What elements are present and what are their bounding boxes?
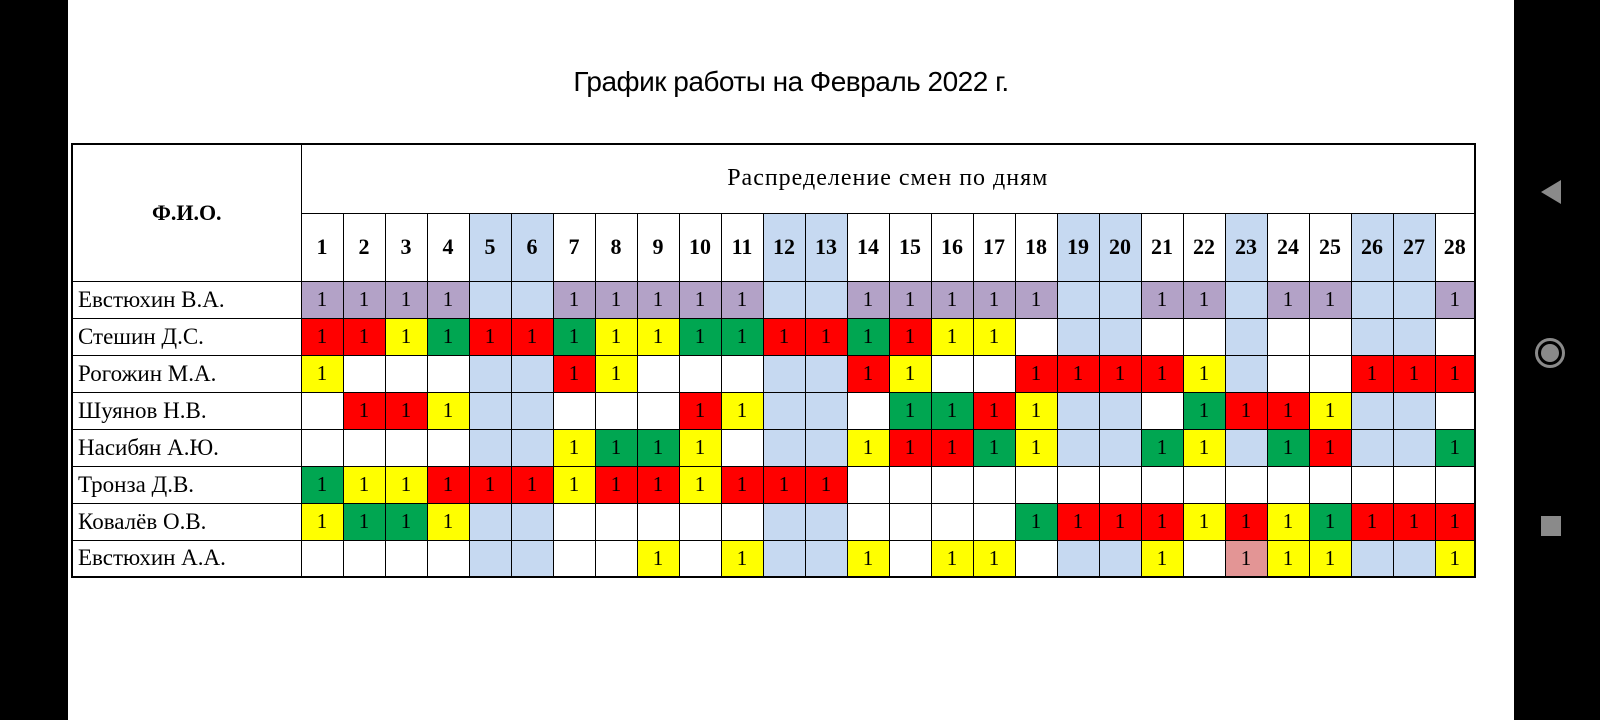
shift-cell: 1 — [1015, 429, 1057, 466]
shift-cell — [427, 540, 469, 577]
shift-cell: 1 — [1015, 355, 1057, 392]
shift-cell — [763, 429, 805, 466]
shift-cell — [931, 466, 973, 503]
day-header-9: 9 — [637, 213, 679, 281]
employee-name: Шуянов Н.В. — [72, 392, 301, 429]
shift-cell: 1 — [721, 540, 763, 577]
day-header-2: 2 — [343, 213, 385, 281]
shift-cell — [511, 355, 553, 392]
shift-cell — [1225, 466, 1267, 503]
shift-cell: 1 — [889, 281, 931, 318]
shift-cell — [1351, 429, 1393, 466]
shift-cell: 1 — [343, 503, 385, 540]
shift-cell — [343, 540, 385, 577]
shift-cell — [1099, 429, 1141, 466]
shift-cell: 1 — [763, 466, 805, 503]
shift-cell: 1 — [301, 466, 343, 503]
shift-cell: 1 — [427, 281, 469, 318]
day-header-17: 17 — [973, 213, 1015, 281]
shift-cell — [1183, 318, 1225, 355]
shift-cell — [469, 429, 511, 466]
shift-cell — [805, 540, 847, 577]
shift-cell — [637, 355, 679, 392]
shift-cell — [1225, 429, 1267, 466]
shift-cell — [1267, 466, 1309, 503]
shift-cell — [301, 392, 343, 429]
shift-cell: 1 — [889, 355, 931, 392]
table-row — [72, 429, 1475, 466]
home-circle-icon[interactable] — [1514, 330, 1600, 376]
shift-cell — [1015, 540, 1057, 577]
shift-cell: 1 — [1225, 540, 1267, 577]
shift-cell: 1 — [385, 503, 427, 540]
shift-cell — [1057, 429, 1099, 466]
shift-cell — [469, 355, 511, 392]
header-row-top — [72, 144, 1475, 213]
shift-cell: 1 — [847, 429, 889, 466]
shift-cell: 1 — [301, 355, 343, 392]
shift-cell: 1 — [1183, 392, 1225, 429]
shift-cell: 1 — [973, 318, 1015, 355]
employee-name: Стешин Д.С. — [72, 318, 301, 355]
shift-cell: 1 — [805, 318, 847, 355]
shift-cell: 1 — [1225, 392, 1267, 429]
shift-cell: 1 — [679, 466, 721, 503]
shift-cell: 1 — [637, 540, 679, 577]
shift-cell — [1393, 281, 1435, 318]
shift-cell: 1 — [1309, 503, 1351, 540]
day-header-21: 21 — [1141, 213, 1183, 281]
shift-cell — [1057, 318, 1099, 355]
shift-cell: 1 — [343, 392, 385, 429]
shift-cell — [1057, 540, 1099, 577]
table-row — [72, 540, 1475, 577]
shift-cell — [1435, 466, 1475, 503]
shift-cell: 1 — [1435, 540, 1475, 577]
day-header-4: 4 — [427, 213, 469, 281]
shift-cell — [469, 540, 511, 577]
shift-cell — [1309, 355, 1351, 392]
shift-cell — [973, 503, 1015, 540]
shift-cell — [679, 503, 721, 540]
shift-cell: 1 — [679, 392, 721, 429]
shift-cell — [1393, 540, 1435, 577]
shift-cell — [553, 392, 595, 429]
shift-cell: 1 — [637, 318, 679, 355]
day-header-23: 23 — [1225, 213, 1267, 281]
day-header-1: 1 — [301, 213, 343, 281]
shift-cell — [1393, 429, 1435, 466]
shift-cell: 1 — [1267, 392, 1309, 429]
shift-cell — [385, 540, 427, 577]
shift-cell: 1 — [1435, 429, 1475, 466]
shift-cell: 1 — [679, 318, 721, 355]
shift-cell — [1225, 355, 1267, 392]
shift-cell: 1 — [637, 466, 679, 503]
shift-cell: 1 — [301, 318, 343, 355]
shift-cell: 1 — [847, 318, 889, 355]
shift-cell — [721, 429, 763, 466]
day-header-27: 27 — [1393, 213, 1435, 281]
shift-cell — [1141, 392, 1183, 429]
shift-cell: 1 — [1267, 281, 1309, 318]
shift-cell — [1267, 355, 1309, 392]
shift-cell: 1 — [385, 318, 427, 355]
shift-cell — [763, 355, 805, 392]
shift-cell: 1 — [1267, 540, 1309, 577]
shift-cell: 1 — [889, 318, 931, 355]
shift-cell: 1 — [973, 392, 1015, 429]
shift-cell — [301, 429, 343, 466]
shift-cell: 1 — [595, 429, 637, 466]
page-title: График работы на Февраль 2022 г. — [573, 66, 1009, 97]
shift-cell — [973, 355, 1015, 392]
shift-cell — [1393, 392, 1435, 429]
shift-cell: 1 — [1309, 540, 1351, 577]
shift-cell — [511, 392, 553, 429]
day-header-25: 25 — [1309, 213, 1351, 281]
employee-name: Тронза Д.В. — [72, 466, 301, 503]
shift-cell: 1 — [469, 318, 511, 355]
shift-cell: 1 — [1015, 281, 1057, 318]
shift-cell — [1267, 318, 1309, 355]
shift-cell — [1099, 281, 1141, 318]
shift-cell — [1141, 466, 1183, 503]
shift-cell: 1 — [343, 281, 385, 318]
shift-cell: 1 — [637, 281, 679, 318]
shift-cell — [721, 503, 763, 540]
shift-cell — [1435, 392, 1475, 429]
shift-cell: 1 — [721, 392, 763, 429]
shift-cell: 1 — [931, 429, 973, 466]
shift-cell: 1 — [1183, 281, 1225, 318]
shift-cell — [511, 281, 553, 318]
shift-cell: 1 — [1309, 281, 1351, 318]
shift-cell — [1099, 540, 1141, 577]
shift-cell: 1 — [679, 429, 721, 466]
shift-cell: 1 — [931, 392, 973, 429]
shift-cell: 1 — [427, 392, 469, 429]
shift-cell: 1 — [1057, 355, 1099, 392]
shift-cell — [847, 392, 889, 429]
schedule-table — [71, 143, 1476, 578]
shift-cell — [805, 429, 847, 466]
shift-cell — [679, 540, 721, 577]
shift-cell — [889, 503, 931, 540]
shift-cell — [1183, 540, 1225, 577]
shift-cell: 1 — [1141, 503, 1183, 540]
shift-cell: 1 — [595, 281, 637, 318]
day-header-8: 8 — [595, 213, 637, 281]
shift-cell: 1 — [721, 318, 763, 355]
shift-cell — [1099, 466, 1141, 503]
shift-cell — [1099, 318, 1141, 355]
shift-cell — [553, 503, 595, 540]
day-header-19: 19 — [1057, 213, 1099, 281]
shift-cell: 1 — [1141, 355, 1183, 392]
shift-cell: 1 — [1435, 281, 1475, 318]
shift-cell — [889, 540, 931, 577]
day-header-26: 26 — [1351, 213, 1393, 281]
shift-cell — [1015, 318, 1057, 355]
employee-name: Ковалёв О.В. — [72, 503, 301, 540]
shift-cell — [511, 540, 553, 577]
table-row — [72, 503, 1475, 540]
shift-cell — [931, 503, 973, 540]
shift-cell — [1225, 281, 1267, 318]
shift-cell — [385, 355, 427, 392]
shift-cell — [343, 355, 385, 392]
shift-cell: 1 — [1141, 540, 1183, 577]
shift-cell: 1 — [595, 466, 637, 503]
shift-cell — [469, 503, 511, 540]
shift-cell: 1 — [427, 318, 469, 355]
shift-cell — [427, 355, 469, 392]
shift-cell: 1 — [931, 281, 973, 318]
day-header-7: 7 — [553, 213, 595, 281]
day-header-12: 12 — [763, 213, 805, 281]
shift-cell: 1 — [553, 281, 595, 318]
day-header-5: 5 — [469, 213, 511, 281]
shift-cell — [427, 429, 469, 466]
table-row — [72, 392, 1475, 429]
shift-cell: 1 — [385, 281, 427, 318]
shift-cell: 1 — [1015, 392, 1057, 429]
shift-cell — [763, 540, 805, 577]
shift-cell: 1 — [427, 503, 469, 540]
shift-cell — [889, 466, 931, 503]
shift-cell: 1 — [1267, 503, 1309, 540]
employee-name: Евстюхин В.А. — [72, 281, 301, 318]
shift-cell: 1 — [1141, 281, 1183, 318]
shift-cell — [679, 355, 721, 392]
table-row — [72, 318, 1475, 355]
shift-cell: 1 — [1351, 503, 1393, 540]
shift-cell: 1 — [553, 318, 595, 355]
shift-cell — [1351, 540, 1393, 577]
shift-cell — [805, 503, 847, 540]
shift-cell: 1 — [931, 318, 973, 355]
shift-cell — [1351, 466, 1393, 503]
shift-cell — [1099, 392, 1141, 429]
shift-cell: 1 — [1267, 429, 1309, 466]
shift-cell — [343, 429, 385, 466]
employee-name: Евстюхин А.А. — [72, 540, 301, 577]
shift-cell — [637, 503, 679, 540]
shift-cell: 1 — [343, 318, 385, 355]
shift-cell: 1 — [1225, 503, 1267, 540]
shift-cell — [1309, 466, 1351, 503]
day-header-22: 22 — [1183, 213, 1225, 281]
shift-cell: 1 — [1183, 429, 1225, 466]
shift-cell: 1 — [847, 355, 889, 392]
shift-cell: 1 — [805, 466, 847, 503]
shift-cell — [1351, 318, 1393, 355]
day-header-6: 6 — [511, 213, 553, 281]
shift-cell — [1351, 392, 1393, 429]
shift-cell: 1 — [343, 466, 385, 503]
shift-cell: 1 — [847, 540, 889, 577]
shift-cell: 1 — [1435, 503, 1475, 540]
shift-cell: 1 — [469, 466, 511, 503]
shift-cell: 1 — [973, 540, 1015, 577]
shift-cell: 1 — [595, 355, 637, 392]
shift-cell: 1 — [1351, 355, 1393, 392]
table-row — [72, 466, 1475, 503]
day-header-24: 24 — [1267, 213, 1309, 281]
day-header-3: 3 — [385, 213, 427, 281]
day-header-14: 14 — [847, 213, 889, 281]
shift-cell — [1057, 281, 1099, 318]
shift-cell: 1 — [1099, 355, 1141, 392]
shift-cell: 1 — [1183, 503, 1225, 540]
shift-cell — [763, 503, 805, 540]
shift-cell — [1351, 281, 1393, 318]
shift-cell — [385, 429, 427, 466]
shift-cell — [595, 540, 637, 577]
shift-cell: 1 — [1015, 503, 1057, 540]
shift-cell — [1393, 318, 1435, 355]
shift-cell — [469, 392, 511, 429]
employee-name: Рогожин М.А. — [72, 355, 301, 392]
shift-cell — [1057, 466, 1099, 503]
shift-cell — [301, 540, 343, 577]
shift-cell — [511, 503, 553, 540]
day-header-28: 28 — [1435, 213, 1475, 281]
shift-cell — [1141, 318, 1183, 355]
shift-cell: 1 — [1099, 503, 1141, 540]
shift-cell — [1435, 318, 1475, 355]
shift-cell — [1015, 466, 1057, 503]
shift-cell: 1 — [973, 281, 1015, 318]
shift-cell: 1 — [1141, 429, 1183, 466]
schedule-document — [68, 0, 1514, 720]
shift-cell: 1 — [511, 466, 553, 503]
shift-cell — [763, 392, 805, 429]
shift-cell — [763, 281, 805, 318]
employee-name: Насибян А.Ю. — [72, 429, 301, 466]
android-nav-bar — [1514, 0, 1600, 720]
fio-header: Ф.И.О. — [72, 144, 301, 281]
shift-cell: 1 — [1393, 355, 1435, 392]
shift-cell — [847, 466, 889, 503]
shift-cell: 1 — [889, 429, 931, 466]
shift-cell — [511, 429, 553, 466]
shift-cell — [847, 503, 889, 540]
shift-cell: 1 — [595, 318, 637, 355]
shift-cell: 1 — [679, 281, 721, 318]
day-header-18: 18 — [1015, 213, 1057, 281]
shift-cell — [637, 392, 679, 429]
distribution-header: Распределение смен по дням — [301, 144, 1475, 213]
day-header-13: 13 — [805, 213, 847, 281]
shift-cell: 1 — [1057, 503, 1099, 540]
shift-cell: 1 — [511, 318, 553, 355]
back-triangle-icon[interactable] — [1514, 172, 1600, 212]
shift-cell: 1 — [1393, 503, 1435, 540]
shift-cell: 1 — [721, 466, 763, 503]
shift-cell — [805, 355, 847, 392]
shift-cell: 1 — [385, 466, 427, 503]
shift-cell — [1183, 466, 1225, 503]
shift-cell: 1 — [553, 429, 595, 466]
table-row — [72, 281, 1475, 318]
shift-cell: 1 — [385, 392, 427, 429]
shift-cell: 1 — [1309, 429, 1351, 466]
shift-cell: 1 — [553, 355, 595, 392]
shift-cell: 1 — [763, 318, 805, 355]
day-header-10: 10 — [679, 213, 721, 281]
shift-cell — [595, 392, 637, 429]
recent-square-icon[interactable] — [1514, 506, 1600, 546]
shift-cell — [1225, 318, 1267, 355]
shift-cell: 1 — [847, 281, 889, 318]
shift-cell — [805, 392, 847, 429]
shift-cell: 1 — [553, 466, 595, 503]
table-row — [72, 355, 1475, 392]
shift-cell — [931, 355, 973, 392]
shift-cell — [973, 466, 1015, 503]
shift-cell: 1 — [973, 429, 1015, 466]
shift-cell — [721, 355, 763, 392]
shift-cell: 1 — [301, 281, 343, 318]
shift-cell: 1 — [889, 392, 931, 429]
day-header-11: 11 — [721, 213, 763, 281]
shift-cell: 1 — [637, 429, 679, 466]
shift-cell — [469, 281, 511, 318]
shift-cell — [1309, 318, 1351, 355]
shift-cell: 1 — [1309, 392, 1351, 429]
shift-cell: 1 — [721, 281, 763, 318]
shift-cell — [1393, 466, 1435, 503]
shift-cell: 1 — [1183, 355, 1225, 392]
shift-cell: 1 — [427, 466, 469, 503]
shift-cell: 1 — [1435, 355, 1475, 392]
shift-cell: 1 — [301, 503, 343, 540]
day-header-16: 16 — [931, 213, 973, 281]
shift-cell: 1 — [931, 540, 973, 577]
shift-cell — [805, 281, 847, 318]
shift-cell — [595, 503, 637, 540]
day-header-20: 20 — [1099, 213, 1141, 281]
shift-cell — [1057, 392, 1099, 429]
day-header-15: 15 — [889, 213, 931, 281]
shift-cell — [553, 540, 595, 577]
